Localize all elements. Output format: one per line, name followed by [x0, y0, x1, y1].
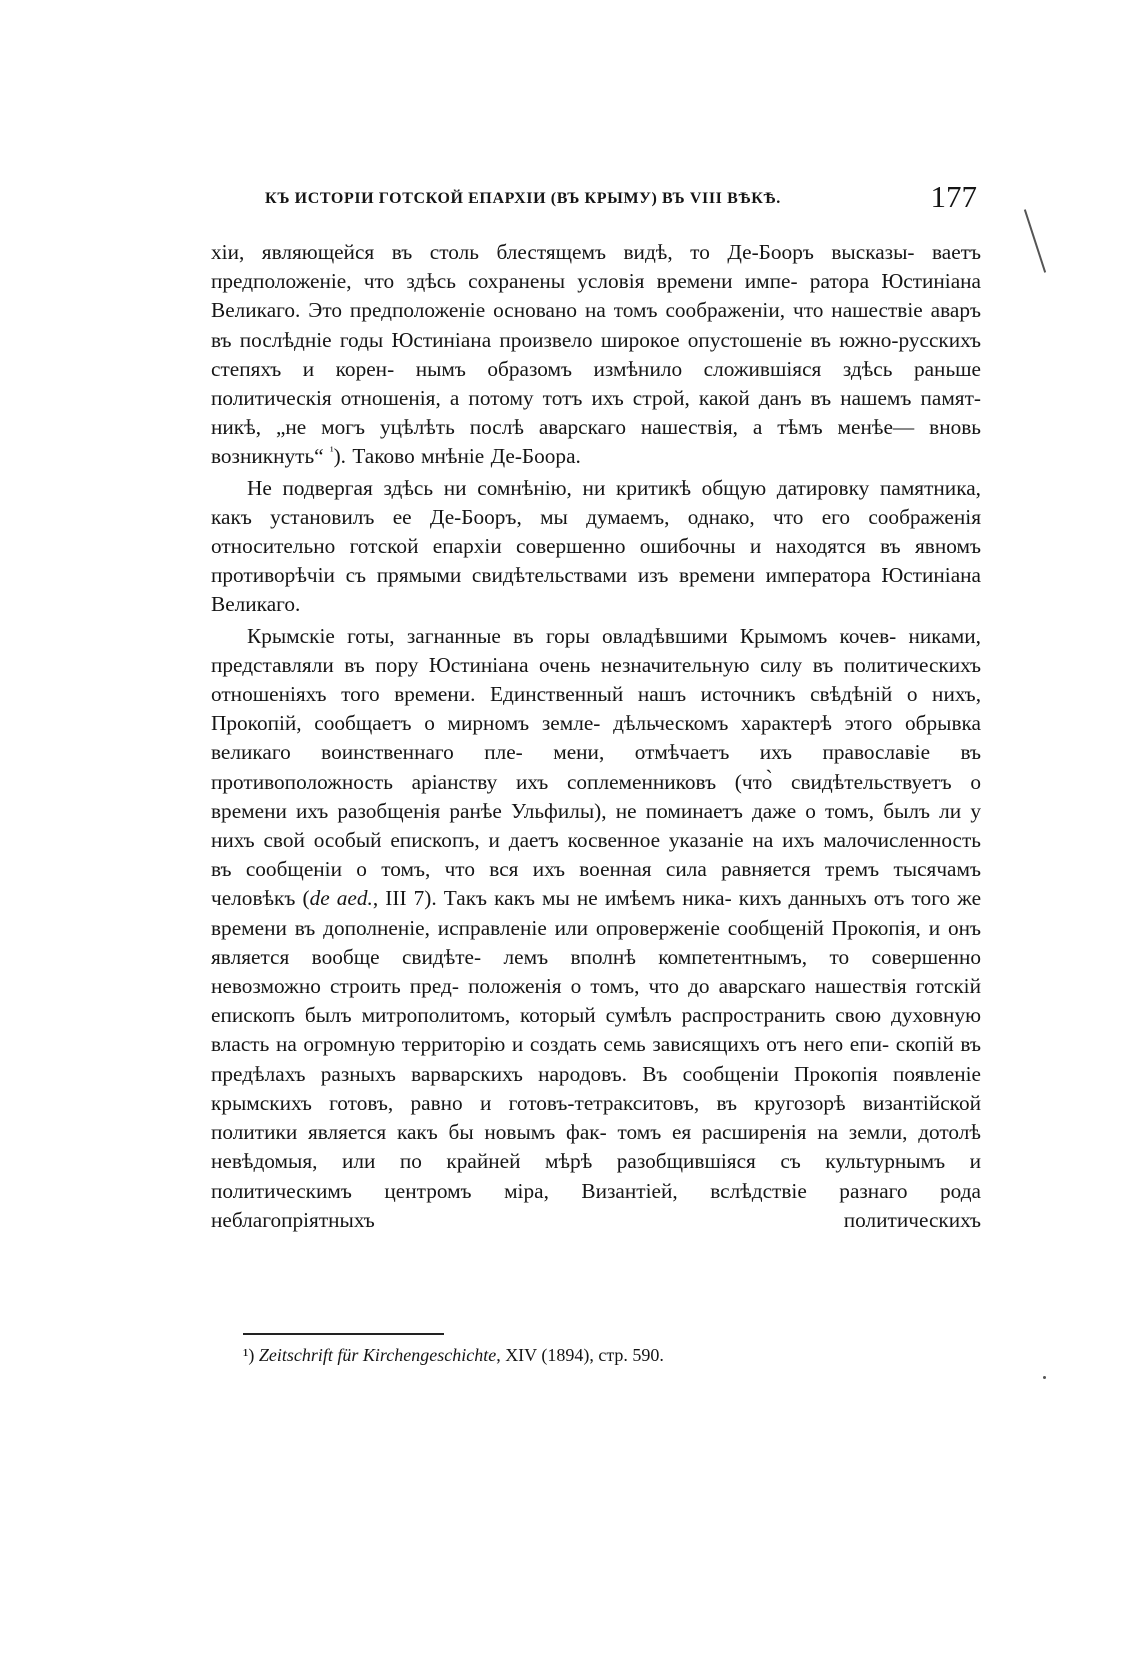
text-line: памятника, какъ установилъ ее Де-Бооръ, мы думаемъ, однако, что: [211, 475, 981, 529]
text-line: Не подвергая здѣсь ни сомнѣнію, ни критикѣ общую датировку: [247, 475, 870, 500]
text-line: особый епископъ, и даетъ косвенное указаніе на ихъ малочисленность: [313, 828, 981, 853]
paragraph-1: [211, 238, 981, 472]
citation-italic: de aed.: [309, 886, 373, 911]
running-header: [265, 180, 977, 220]
margin-dot: [1043, 1376, 1046, 1379]
text-line: Крымскіе готы, загнанные въ горы овладѣвшими Крымомъ кочев-: [247, 623, 897, 648]
body-text: [211, 238, 981, 1235]
text-line: Прокопія появленіе крымскихъ готовъ, равно и готовъ-тетракситовъ,: [211, 1061, 981, 1115]
text-line: положенія о томъ, что до аварскаго нашествія готскій епископъ былъ: [211, 974, 981, 1028]
text-line: опроверженіе сообщеній Прокопія, и онъ является вообще свидѣте-: [211, 915, 981, 969]
footnote-reference: ¹: [329, 444, 334, 459]
text-line: произвело широкое опустошеніе въ южно-русскихъ степяхъ и корен-: [211, 327, 981, 381]
paragraph-2: [211, 474, 981, 620]
text-line: и находятся въ явномъ противорѣчіи съ прямыми свидѣтельствами: [211, 534, 981, 588]
text-line: мени, отмѣчаетъ ихъ православіе въ противоположность аріанству: [211, 740, 981, 794]
text-line: нымъ образомъ измѣнило сложившіяся здѣсь раньше политическія: [211, 356, 982, 411]
text-line: на огромную территорію и создать семь зависящихъ отъ него епи-: [275, 1032, 890, 1057]
text-line: въ сообщеніи о томъ, что вся ихъ военная сила равняется тремъ: [211, 857, 880, 882]
text-line: митрополитомъ, который сумѣлъ распространить свою духовную власть: [211, 1003, 982, 1057]
paragraph-3: [211, 622, 981, 1235]
last-line: изъ времени императора Юстиніана Великаго.: [211, 563, 981, 617]
text-line: томъ ея расширенія на земли, дотолѣ невѣдомыя, или по крайней: [211, 1120, 981, 1174]
running-title: КЪ ИСТОРІИ ГОТСКОЙ ЕПАРХІИ (ВЪ КРЫМУ) ВЪ VIII ВѢКѢ.: [265, 190, 781, 207]
text-line: ваетъ предположеніе, что здѣсь сохранены условія времени импе-: [211, 240, 982, 294]
text-line: ратора Юстиніана Великаго. Это предположеніе основано на томъ: [211, 269, 982, 323]
text-line: никами, представляли въ пору Юстиніана очень незначительную силу: [211, 623, 981, 677]
text-line: ихъ соплеменниковъ (что̀ свидѣтельствуетъ о времени ихъ разобщенія: [211, 769, 981, 823]
last-line-end: ). Таково мнѣніе Де-Боора.: [333, 444, 581, 469]
text-line: мѣрѣ разобщившіяся съ культурнымъ и политическимъ центромъ міра,: [211, 1149, 981, 1203]
text-line: хіи, являющейся въ столь блестящемъ видѣ, то Де-Бооръ высказы-: [211, 240, 915, 264]
text-line: въ политическихъ отношеніяхъ того времени. Единственный нашъ: [211, 652, 981, 707]
text-line: скопій въ предѣлахъ разныхъ варварскихъ народовъ. Въ сообщеніи: [211, 1032, 981, 1086]
text-line: его соображенія относительно готской епархіи совершенно ошибочны: [211, 504, 981, 559]
text-line: лемъ вполнѣ компетентнымъ, то совершенно невозможно строить пред-: [211, 944, 981, 999]
footnote-divider: [243, 1333, 444, 1335]
last-line: вновь возникнуть“: [211, 415, 982, 469]
text-line: соображеніи, что нашествіе аваръ въ послѣдніе годы Юстиніана: [211, 298, 981, 352]
text-line: дѣльческомъ характерѣ этого обрывка великаго воинственнаго пле-: [211, 711, 981, 765]
text-line: источникъ свѣдѣній о нихъ, Прокопій, сообщаетъ о мирномъ земле-: [211, 682, 982, 736]
citation-line: тысячамъ человѣкъ (de aed., III 7). Такъ какъ мы не имѣемъ ника-: [211, 857, 981, 911]
text-line: ранѣе Ульфилы), не поминаетъ даже о томъ, былъ ли у нихъ свой: [211, 798, 981, 853]
page-number: 177: [930, 179, 977, 214]
footnote-details: , XIV (1894), стр. 590.: [496, 1345, 664, 1365]
text-line: въ кругозорѣ византійской политики является какъ бы новымъ фак-: [211, 1090, 981, 1145]
margin-mark: [1024, 209, 1046, 272]
footnote: [243, 1344, 664, 1366]
text-line: отношенія, а потому тотъ ихъ строй, какой данъ въ нашемъ памят-: [340, 386, 982, 411]
text-line: кихъ данныхъ отъ того же времени въ дополненіе, исправленіе или: [211, 886, 982, 940]
footnote-journal: Zeitschrift für Kirchengeschichte: [258, 1345, 497, 1365]
text-line: никѣ, „не могъ уцѣлѣть послѣ аварскаго нашествія, а тѣмъ менѣе—: [211, 415, 915, 440]
text-line: Византіей, вслѣдствіе разнаго рода неблагопріятныхъ политическихъ: [211, 1178, 981, 1232]
footnote-marker: ¹): [243, 1345, 255, 1365]
